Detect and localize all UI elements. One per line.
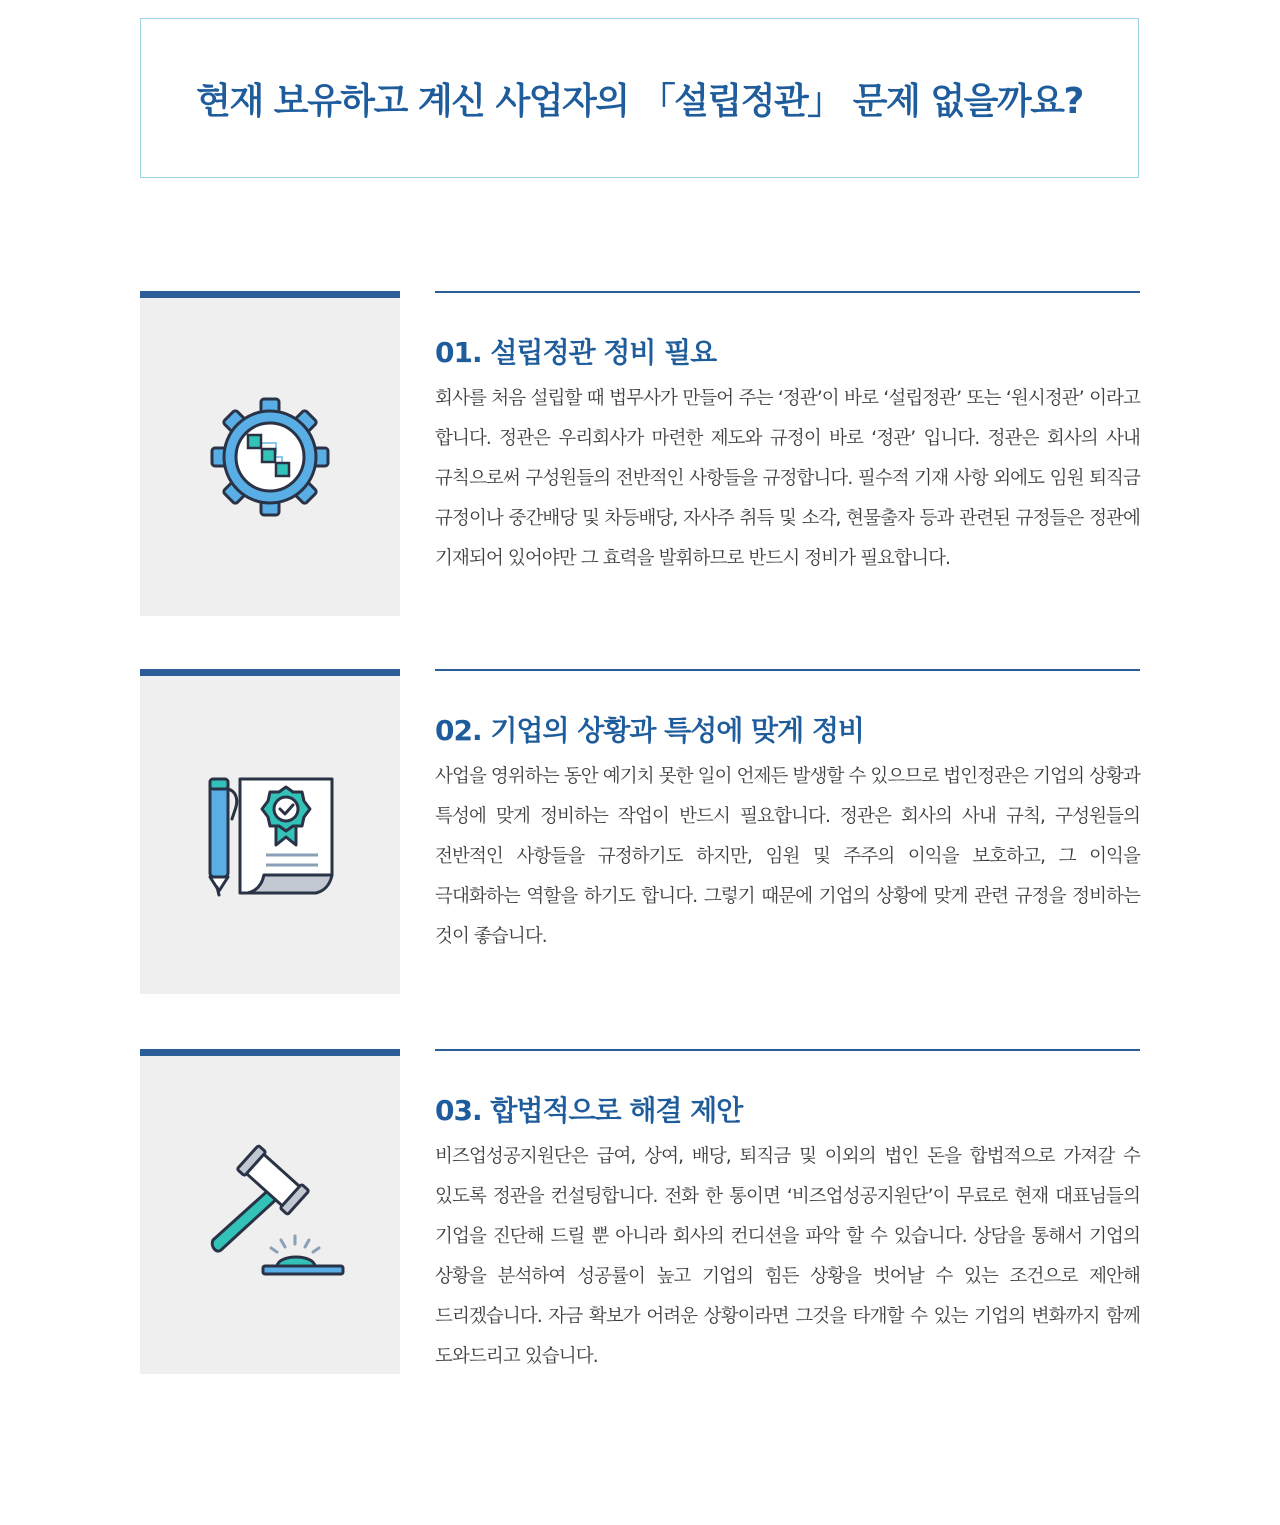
page-title: 현재 보유하고 계신 사업자의 「설립정관」 문제 없을까요? [196,80,1083,122]
section-title: 02. 기업의 상황과 특성에 맞게 정비 [435,714,864,747]
section-title: 03. 합법적으로 해결 제안 [435,1094,743,1127]
section-text-panel [435,291,1140,579]
gear-process-icon [205,392,335,522]
section-body: 사업을 영위하는 동안 예기치 못한 일이 언제든 발생할 수 있으므로 법인정관은 기업의 상황과 특성에 맞게 정비하는 작업이 반드시 필요합니다. 정관은 회사의 사내 규칙, 구성원들의 전반적인 사항들을 규정하기도 하지만, 임원 및 주주의 이익을 보호하고, 그 이익을 극대화하는 역할을 하기도 합니다. 그렇기 때문에 기업의 상황에 맞게 관련 규정을 정비하는 것이 좋습니다. [435,766,1140,947]
certificate-pen-icon [200,765,340,905]
section-title: 01. 설립정관 정비 필요 [435,336,717,369]
section-icon-panel [140,1049,400,1374]
section-icon-panel [140,291,400,616]
section-text-panel [435,669,1140,957]
section-body: 회사를 처음 설립할 때 법무사가 만들어 주는 ‘정관’이 바로 ‘설립정관’ 또는 ‘원시정관’ 이라고 합니다. 정관은 우리회사가 마련한 제도와 규정이 바로 ‘정관’ 입니다. 정관은 회사의 사내 규칙으로써 구성원들의 전반적인 사항들을 규정합니다. 필수적 기재 사항 외에도 임원 퇴직금 규정이나 중간배당 및 차등배당, 자사주 취득 및 소각, 현물출자 등과 관련된 규정들은 정관에 기재되어 있어야만 그 효력을 발휘하므로 반드시 정비가 필요합니다. [435,388,1140,569]
section-text-panel [435,1049,1140,1377]
header-title-box [140,18,1139,178]
section-icon-panel [140,669,400,994]
section-body: 비즈업성공지원단은 급여, 상여, 배당, 퇴직금 및 이외의 법인 돈을 합법적으로 가져갈 수 있도록 정관을 컨설팅합니다. 전화 한 통이면 ‘비즈업성공지원단’이 무료로 현재 대표님들의 기업을 진단해 드릴 뿐 아니라 회사의 컨디션을 파악 할 수 있습니다. 상담을 통해서 기업의 상황을 분석하여 성공률이 높고 기업의 힘든 상황을 벗어날 수 있는 조건으로 제안해 드리겠습니다. 자금 확보가 어려운 상황이라면 그것을 타개할 수 있는 기업의 변화까지 함께 도와드리고 있습니다. [435,1146,1140,1367]
gavel-icon [195,1140,345,1290]
